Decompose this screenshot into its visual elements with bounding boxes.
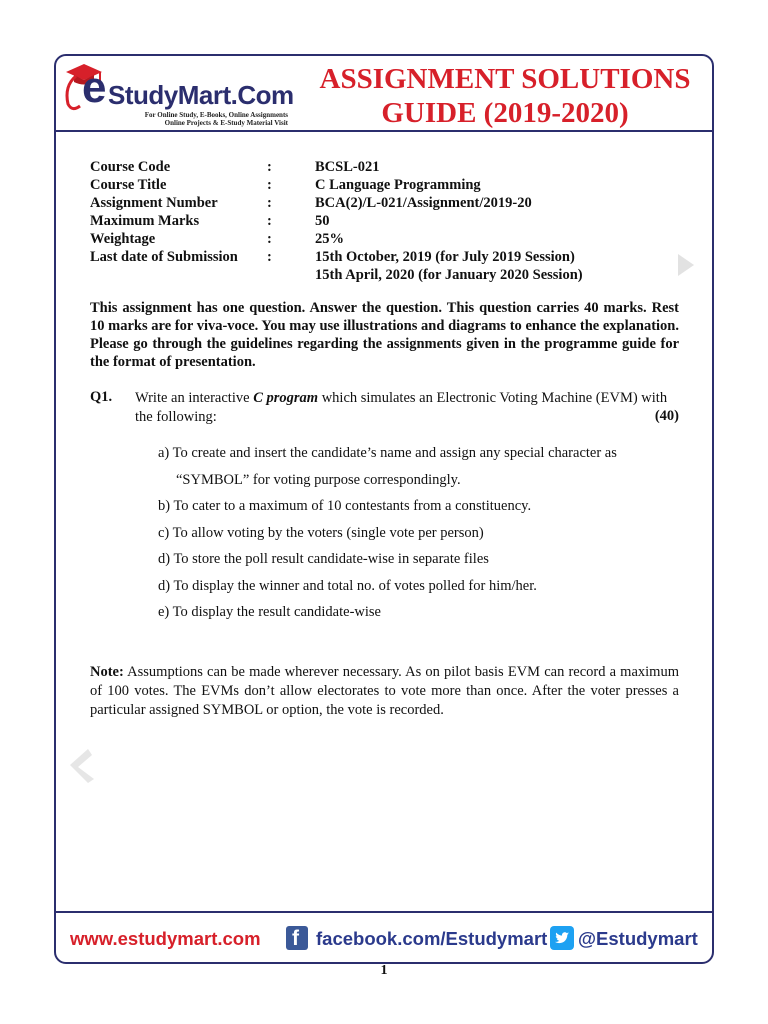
question-emphasis: C program <box>253 390 319 406</box>
website-link[interactable]: www.estudymart.com <box>70 928 261 949</box>
requirements-list <box>158 443 617 629</box>
meta-row <box>90 176 715 194</box>
note-text: Assumptions can be made wherever necessary. As on pilot basis EVM can record a maximum of 100 votes. The EVMs don’t allow electorates to vote more than once. After the voter presses a particular assigned SYMBOL or option, the vote is recorded. <box>90 664 679 718</box>
meta-row <box>90 212 715 230</box>
meta-label: Last date of Submission <box>90 249 238 265</box>
question-number: Q1. <box>90 389 113 405</box>
title-line-2: GUIDE (2019-2020) <box>381 97 629 129</box>
estudymart-logo <box>62 60 292 128</box>
question-text-start: Write an interactive <box>135 390 254 406</box>
meta-colon: : <box>267 177 272 193</box>
meta-label: Course Code <box>90 159 171 175</box>
meta-colon <box>267 266 315 284</box>
header-divider <box>54 130 714 132</box>
meta-label <box>90 266 267 284</box>
logo-letter-e: e <box>82 63 107 112</box>
footer-bar <box>70 926 710 952</box>
twitter-icon <box>550 926 574 950</box>
logo-wordmark: StudyMart.Com <box>108 80 294 110</box>
tagline-line-1: For Online Study, E-Books, Online Assignments <box>144 111 288 119</box>
question-text-end: which simulates an Electronic Voting Machine (EVM) with the following: <box>135 390 668 425</box>
meta-colon: : <box>267 213 272 229</box>
meta-value: 50 <box>315 213 330 229</box>
meta-label: Course Title <box>90 177 167 193</box>
list-item: b) To cater to a maximum of 10 contestants from a constituency. <box>158 498 532 514</box>
meta-row <box>90 266 715 284</box>
note-label: Note: <box>90 664 124 680</box>
meta-label: Assignment Number <box>90 195 218 211</box>
list-item: a) To create and insert the candidate’s name and assign any special character as <box>158 445 617 461</box>
note-paragraph <box>90 663 679 720</box>
logo-tagline <box>118 111 288 127</box>
meta-row <box>90 248 715 266</box>
watermark-mark-left <box>64 745 104 785</box>
page-number: 1 <box>380 963 388 978</box>
watermark-mark-right <box>676 252 696 278</box>
footer-divider <box>54 911 714 913</box>
meta-row <box>90 194 715 212</box>
list-item: e) To display the result candidate-wise <box>158 604 381 620</box>
title-line-1: ASSIGNMENT SOLUTIONS <box>319 63 691 95</box>
meta-colon: : <box>267 195 272 211</box>
instructions-paragraph: This assignment has one question. Answer the question. This question carries 40 marks. Rest 10 marks are for viva-voce. You may use illustrations and diagrams to enhance the explanation. Please go through the guidelines regarding the assignments given in the programme guide for the format of presentation. <box>90 300 679 370</box>
facebook-link[interactable]: facebook.com/Estudymart <box>316 928 548 949</box>
meta-value: BCSL-021 <box>315 159 380 175</box>
meta-colon: : <box>267 159 272 175</box>
meta-label: Maximum Marks <box>90 213 200 229</box>
course-details-table <box>90 158 715 284</box>
list-item: d) To store the poll result candidate-wise in separate files <box>158 551 489 567</box>
meta-value: 25% <box>315 231 344 247</box>
list-item: d) To display the winner and total no. of votes polled for him/her. <box>158 577 537 594</box>
meta-value: BCA(2)/L-021/Assignment/2019-20 <box>315 195 532 211</box>
tagline-line-2: Online Projects & E-Study Material Visit <box>164 119 288 127</box>
list-item-continuation: “SYMBOL” for voting purpose correspondingly. <box>176 471 461 488</box>
meta-colon: : <box>267 231 272 247</box>
twitter-handle-link[interactable]: @Estudymart <box>578 928 698 949</box>
meta-label: Weightage <box>90 231 156 247</box>
meta-row <box>90 230 715 248</box>
question-marks: (40) <box>654 408 679 424</box>
meta-colon: : <box>267 249 272 265</box>
meta-value: 15th October, 2019 (for July 2019 Session) <box>315 249 575 265</box>
meta-value: C Language Programming <box>315 177 481 193</box>
meta-value: 15th April, 2020 (for January 2020 Session) <box>315 267 583 283</box>
page-title <box>300 62 710 130</box>
list-item: c) To allow voting by the voters (single vote per person) <box>158 524 484 541</box>
meta-row <box>90 158 715 176</box>
question-text <box>135 389 680 427</box>
facebook-icon: f <box>286 926 308 950</box>
